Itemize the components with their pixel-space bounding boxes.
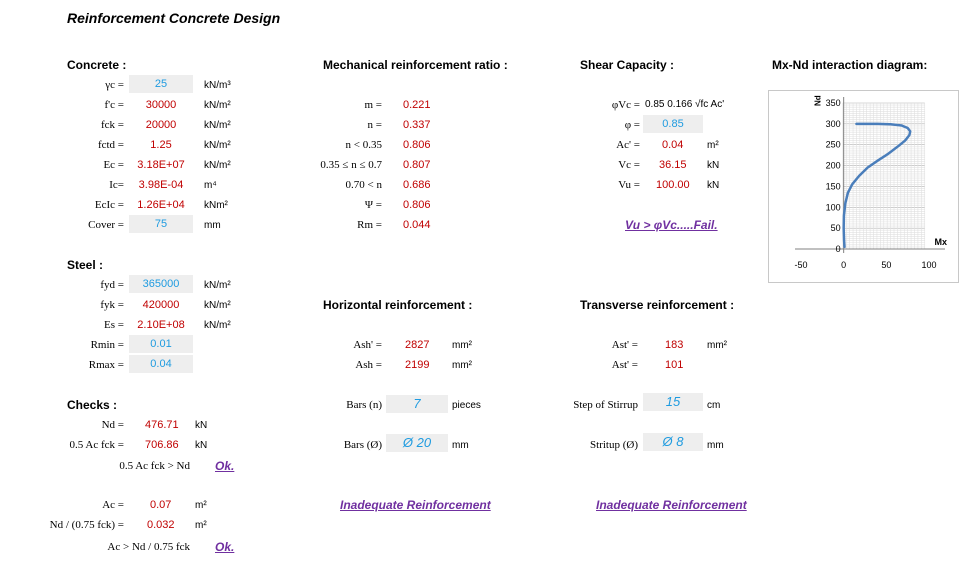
concrete-label: EcIc =: [94, 199, 124, 211]
shear-result[interactable]: Vu > φVc.....Fail.: [625, 218, 718, 232]
check2-result[interactable]: Ok.: [215, 540, 235, 554]
mech-label: Rm =: [357, 219, 382, 231]
vc-unit: kN: [707, 160, 720, 171]
horiz-header: Horizontal reinforcement :: [323, 298, 473, 312]
nd-value: 476.71: [145, 419, 179, 431]
shear-ac-unit: m²: [707, 140, 719, 151]
concrete-value: 30000: [145, 99, 177, 111]
concrete-unit: kNm²: [204, 200, 228, 211]
nd-unit: kN: [195, 420, 208, 431]
ast-prime-unit: mm²: [707, 340, 727, 351]
check1-label: 0.5 Ac fck > Nd: [119, 460, 190, 472]
concrete-unit: kN/m²: [204, 140, 231, 151]
stirrup-input[interactable]: Ø 8: [643, 433, 703, 451]
mech-value: 0.806: [403, 199, 431, 211]
horiz-result[interactable]: Inadequate Reinforcement: [340, 498, 491, 512]
steel-label: fyd =: [100, 279, 124, 291]
y-tick-label: 350: [825, 98, 841, 108]
concrete-label: Ec =: [103, 159, 124, 171]
concrete-label: Ic=: [109, 179, 124, 191]
x-tick-label: 50: [881, 260, 892, 270]
stirrup-unit: mm: [707, 440, 724, 451]
y-tick-label: 150: [825, 181, 841, 192]
mech-label: n < 0.35: [345, 139, 382, 151]
shear-ac-label: Ac' =: [616, 139, 640, 151]
mech-label: n =: [367, 119, 382, 131]
ast-value: 101: [665, 359, 684, 371]
ash-unit: mm²: [452, 360, 472, 371]
step-label: Step of Stirrup: [573, 399, 638, 411]
concrete-unit: kN/m²: [204, 160, 231, 171]
y-tick-label: 0: [835, 244, 841, 254]
steel-label: Es =: [104, 319, 124, 331]
concrete-unit: mm: [204, 220, 221, 231]
mech-label: m =: [364, 99, 382, 111]
concrete-unit: kN/m²: [204, 100, 231, 111]
mech-value: 0.686: [403, 179, 431, 191]
chart-title: Mx-Nd interaction diagram:: [772, 58, 928, 72]
steel-input[interactable]: 0.04: [129, 355, 193, 373]
bars-d-input[interactable]: Ø 20: [386, 434, 448, 452]
ndfck-unit: m²: [195, 520, 207, 531]
steel-value: 2.10E+08: [137, 319, 185, 331]
shear-header: Shear Capacity :: [580, 58, 675, 72]
x-tick-label: 100: [921, 260, 937, 270]
checks-header: Checks :: [67, 398, 118, 412]
shear-formula-label: φVc =: [611, 99, 640, 111]
concrete-label: fck =: [101, 119, 124, 131]
y-axis-label: Nd: [813, 95, 823, 106]
x-axis-label: Mx: [934, 237, 947, 247]
steel-input[interactable]: 0.01: [129, 335, 193, 353]
x-tick-label: 0: [841, 260, 847, 270]
ast-prime-label: Ast' =: [611, 339, 638, 351]
shear-formula: 0.85 0.166 √fc Ac': [645, 99, 725, 110]
concrete-input[interactable]: 25: [129, 75, 193, 93]
steel-label: fyk =: [100, 299, 124, 311]
concrete-unit: kN/m³: [204, 80, 231, 91]
concrete-label: γc =: [105, 79, 124, 91]
y-tick-label: 250: [825, 139, 841, 150]
stirrup-label: Stritup (Ø): [590, 439, 638, 451]
concrete-value: 3.18E+07: [137, 159, 185, 171]
mech-label: 0.70 < n: [345, 179, 382, 191]
interaction-chart: [768, 90, 959, 283]
vu-unit: kN: [707, 180, 720, 191]
steel-input[interactable]: 365000: [129, 275, 193, 293]
page-title: Reinforcement Concrete Design: [67, 10, 281, 26]
concrete-label: fctd =: [97, 139, 124, 151]
shear-ac-value: 0.04: [662, 139, 684, 151]
trans-result[interactable]: Inadequate Reinforcement: [596, 498, 747, 512]
concrete-input[interactable]: 75: [129, 215, 193, 233]
concrete-label: f'c =: [104, 99, 124, 111]
trans-header: Transverse reinforcement :: [580, 298, 735, 312]
ash-label: Ash =: [355, 359, 382, 371]
concrete-unit: kN/m²: [204, 120, 231, 131]
steel-header: Steel :: [67, 258, 104, 272]
acfck-value: 706.86: [145, 439, 179, 451]
vc-label: Vc =: [618, 159, 640, 171]
ac-label: Ac =: [102, 499, 124, 511]
bars-d-unit: mm: [452, 440, 469, 451]
mech-value: 0.807: [403, 159, 431, 171]
bars-n-input[interactable]: 7: [386, 395, 448, 413]
ndfck-value: 0.032: [147, 519, 175, 531]
check2-label: Ac > Nd / 0.75 fck: [107, 541, 190, 553]
nd-label: Nd =: [101, 419, 124, 431]
phi-label: φ =: [624, 119, 640, 131]
concrete-value: 1.25: [150, 139, 172, 151]
mech-label: 0.35 ≤ n ≤ 0.7: [320, 159, 382, 171]
concrete-unit: m⁴: [204, 180, 217, 191]
step-unit: cm: [707, 400, 721, 411]
ash-prime-unit: mm²: [452, 340, 472, 351]
y-tick-label: 50: [830, 223, 841, 234]
vu-label: Vu =: [618, 179, 640, 191]
vu-value: 100.00: [656, 179, 690, 191]
acfck-label: 0.5 Ac fck =: [69, 439, 124, 451]
mech-value: 0.044: [403, 219, 431, 231]
mech-header: Mechanical reinforcement ratio :: [323, 58, 508, 72]
bars-d-label: Bars (Ø): [343, 439, 382, 451]
ast-label: Ast' =: [611, 359, 638, 371]
mech-value: 0.221: [403, 99, 431, 111]
ash-prime-value: 2827: [405, 339, 430, 351]
interaction-chart-svg: [769, 91, 958, 282]
bars-n-label: Bars (n): [346, 399, 382, 411]
ash-value: 2199: [405, 359, 430, 371]
x-tick-label: -50: [794, 260, 808, 270]
phi-input[interactable]: 0.85: [643, 115, 703, 133]
bars-n-unit: pieces: [452, 400, 481, 411]
vc-value: 36.15: [659, 159, 687, 171]
y-tick-label: 300: [825, 118, 841, 129]
mech-value: 0.806: [403, 139, 431, 151]
ast-prime-value: 183: [665, 339, 684, 351]
steel-value: 420000: [142, 299, 180, 311]
steel-label: Rmax =: [88, 359, 124, 371]
concrete-label: Cover =: [88, 219, 124, 231]
step-input[interactable]: 15: [643, 393, 703, 411]
steel-unit: kN/m²: [204, 280, 231, 291]
concrete-value: 3.98E-04: [138, 179, 184, 191]
mech-label: Ψ =: [364, 199, 382, 211]
steel-label: Rmin =: [90, 339, 124, 351]
y-tick-label: 200: [825, 160, 841, 171]
steel-unit: kN/m²: [204, 300, 231, 311]
mech-value: 0.337: [403, 119, 431, 131]
check1-result[interactable]: Ok.: [215, 459, 235, 473]
concrete-value: 20000: [145, 119, 177, 131]
ac-value: 0.07: [150, 499, 172, 511]
ac-unit: m²: [195, 500, 207, 511]
steel-unit: kN/m²: [204, 320, 231, 331]
ash-prime-label: Ash' =: [353, 339, 382, 351]
concrete-value: 1.26E+04: [137, 199, 185, 211]
concrete-header: Concrete :: [67, 58, 127, 72]
y-tick-label: 100: [825, 202, 841, 213]
ndfck-label: Nd / (0.75 fck) =: [49, 519, 124, 531]
acfck-unit: kN: [195, 440, 208, 451]
